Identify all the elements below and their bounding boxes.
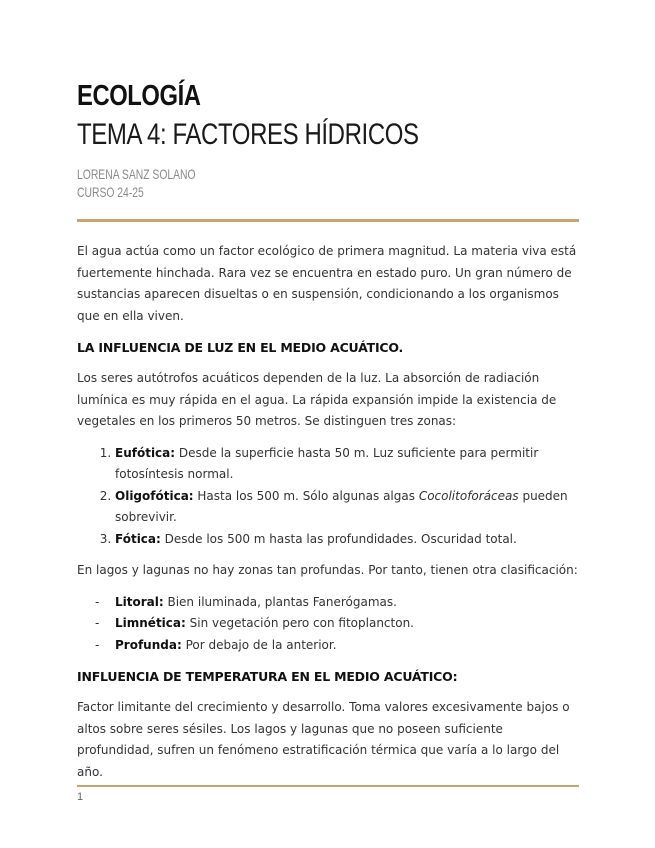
- page-number: 1: [77, 791, 84, 803]
- zone-text: Desde los 500 m hasta las profundidades. Oscuridad total.: [160, 531, 517, 546]
- list-dash: -: [95, 594, 100, 609]
- course-label: CURSO 24-25: [77, 184, 144, 200]
- zone-italic-term: Cocolitoforáceas: [418, 488, 519, 503]
- zone-text: Sin vegetación pero con fitoplancton.: [185, 616, 414, 630]
- section-heading-temperature: INFLUENCIA DE TEMPERATURA EN EL MEDIO ACUÁTICO:: [77, 669, 458, 684]
- zone-text: Bien iluminada, plantas Fanerógamas.: [163, 594, 397, 609]
- zone-text: Por debajo de la anterior.: [181, 637, 337, 652]
- zone-term: Eufótica:: [115, 445, 176, 460]
- zone-term: Litoral:: [115, 594, 164, 609]
- lake-zones-list: [77, 592, 579, 657]
- zone-term: Limnética:: [115, 616, 186, 630]
- document-body: [77, 241, 579, 793]
- zone-text: Hasta los 500 m. Sólo algunas algas: [193, 488, 419, 503]
- document-title: ECOLOGÍA: [77, 80, 201, 112]
- list-dash: -: [95, 616, 100, 630]
- zone-term: Profunda:: [115, 637, 182, 652]
- header-divider: [77, 219, 579, 222]
- list-item: [77, 613, 579, 635]
- footer-divider: [77, 785, 579, 787]
- author-name: LORENA SANZ SOLANO: [77, 166, 196, 182]
- light-zones-list: [77, 443, 579, 551]
- zone-term: Fótica:: [115, 531, 161, 546]
- list-item: [77, 635, 579, 657]
- light-paragraph: Los seres autótrofos acuáticos dependen de la luz. La absorción de radiación lumínica es muy rápida en el agua. La rápida expansión impide la existencia de vegetales en los primeros 50 metros. Se distinguen tres zonas:: [77, 371, 557, 428]
- zone-text: Desde la superficie hasta 50 m. Luz suficiente para permitir fotosíntesis normal.: [115, 445, 539, 481]
- list-item: [115, 486, 579, 529]
- zone-term: Oligofótica:: [115, 488, 194, 503]
- list-item: [77, 592, 579, 614]
- list-item: [115, 529, 579, 551]
- section-heading-light: LA INFLUENCIA DE LUZ EN EL MEDIO ACUÁTICO.: [77, 340, 404, 355]
- list-dash: -: [95, 637, 100, 652]
- zone-text: pueden sobrevivir.: [115, 488, 568, 524]
- lakes-intro-paragraph: En lagos y lagunas no hay zonas tan profundas. Por tanto, tienen otra clasificación:: [77, 563, 578, 577]
- intro-paragraph: El agua actúa como un factor ecológico de primera magnitud. La materia viva está fuertemente hinchada. Rara vez se encuentra en estado puro. Un gran número de sustancias aparecen disueltas o en suspensión, condicionando a los organismos que en ella viven.: [77, 244, 577, 323]
- temperature-paragraph: Factor limitante del crecimiento y desarrollo. Toma valores excesivamente bajos o altos sobre seres sésiles. Los lagos y lagunas que no poseen suficiente profundidad, sufren un fenómeno estratificación térmica que varía a lo largo del año.: [77, 700, 570, 779]
- document-subtitle: TEMA 4: FACTORES HÍDRICOS: [77, 118, 419, 151]
- list-item: [115, 443, 579, 486]
